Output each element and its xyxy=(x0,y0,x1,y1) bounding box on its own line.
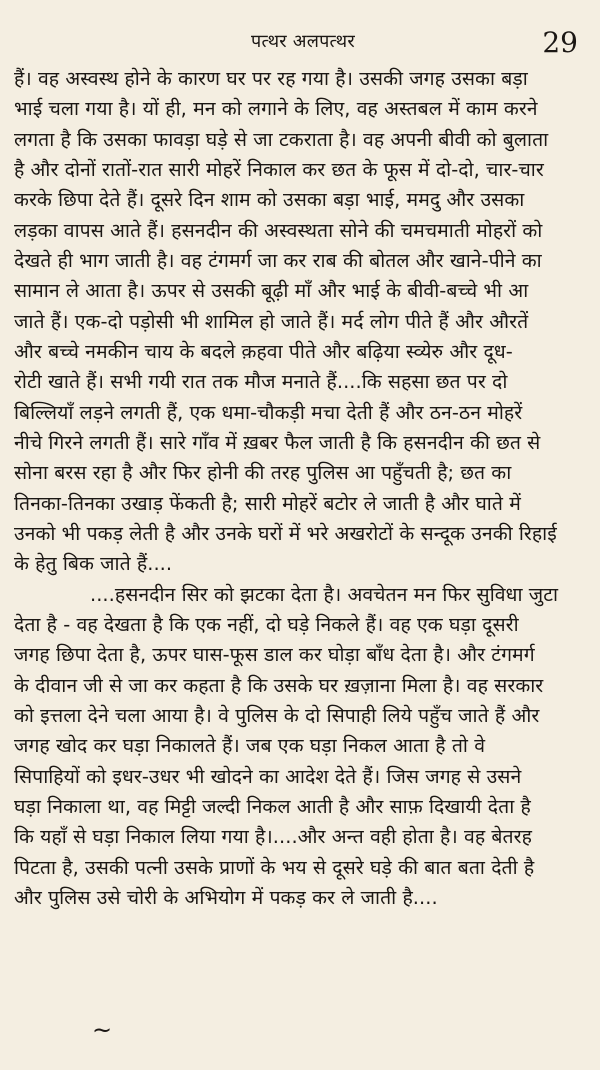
text-line: घड़ा निकाला था, वह मिट्टी जल्दी निकल आती है और साफ़ दिखायी देता है xyxy=(14,794,531,818)
text-line: सोना बरस रहा है और फिर होनी की तरह पुलिस आ पहुँचती है; छत का xyxy=(14,461,512,485)
text-line: देखते ही भाग जाती है। वह टंगमर्ग जा कर राब की बोतल और खाने-पीने का xyxy=(14,248,542,272)
footer-tilde: ~ xyxy=(92,1016,113,1044)
text-line: सामान ले आता है। ऊपर से उसकी बूढ़ी माँ और भाई के बीवी-बच्चे भी आ xyxy=(14,279,529,303)
text-line: जाते हैं। एक-दो पड़ोसी भी शामिल हो जाते हैं। मर्द लोग पीते हैं और औरतें xyxy=(14,309,529,333)
text-line: रोटी खाते हैं। सभी गयी रात तक मौज मनाते हैं....कि सहसा छत पर दो xyxy=(14,370,508,394)
text-line: के दीवान जी से जा कर कहता है कि उसके घर ख़ज़ाना मिला है। वह सरकार xyxy=(14,673,544,697)
text-line: बिल्लियाँ लड़ने लगती हैं, एक धमा-चौकड़ी मचा देती हैं और ठन-ठन मोहरें xyxy=(14,400,523,424)
text-line: हैं। वह अस्वस्थ होने के कारण घर पर रह गया है। उसकी जगह उसका बड़ा xyxy=(14,67,528,90)
text-line: है और दोनों रातों-रात सारी मोहरें निकाल कर छत के फूस में दो-दो, चार-चार xyxy=(14,157,544,181)
page-header xyxy=(14,0,592,64)
text-line: भाई चला गया है। यों ही, मन को लगाने के लिए, वह अस्तबल में काम करने xyxy=(14,97,538,121)
text-line: और बच्चे नमकीन चाय के बदले क़हवा पीते और बढ़िया स्व्येरु और दूध- xyxy=(14,339,513,363)
page-body xyxy=(14,64,592,913)
text-line: लड़का वापस आते हैं। हसनदीन की अस्वस्थता सोने की चमचमाती मोहरों को xyxy=(14,218,543,242)
text-line: लगता है कि उसका फावड़ा घड़े से जा टकराता है। वह अपनी बीवी को बुलाता xyxy=(14,127,549,151)
text-line: जगह खोद कर घड़ा निकालते हैं। जब एक घड़ा निकल आता है तो वे xyxy=(14,734,486,758)
text-line: करके छिपा देते हैं। दूसरे दिन शाम को उसका बड़ा भाई, ममदु और उसका xyxy=(14,188,525,212)
text-line: देता है - वह देखता है कि एक नहीं, दो घड़े निकले हैं। वह एक घड़ा दूसरी xyxy=(14,612,519,636)
text-line: नीचे गिरने लगती हैं। सारे गाँव में ख़बर फैल जाती है कि हसनदीन की छत से xyxy=(14,430,541,454)
text-line: जगह छिपा देता है, ऊपर घास-फूस डाल कर घोड़ा बाँध देता है। और टंगमर्ग xyxy=(14,643,535,667)
page-number: 29 xyxy=(542,26,578,59)
text-line: और पुलिस उसे चोरी के अभियोग में पकड़ कर ले जाती है.... xyxy=(14,885,438,909)
text-line: पिटता है, उसकी पत्नी उसके प्राणों के भय से दूसरे घड़े की बात बता देती है xyxy=(14,855,535,879)
paragraph-first-line: ....हसनदीन सिर को झटका देता है। अवचेतन मन फिर सुविधा जुटा xyxy=(90,582,559,606)
text-line: सिपाहियों को इधर-उधर भी खोदने का आदेश देते हैं। जिस जगह से उसने xyxy=(14,764,522,788)
text-line: को इत्तला देने चला आया है। वे पुलिस के दो सिपाही लिये पहुँच जाते हैं और xyxy=(14,703,540,727)
text-line: तिनका-तिनका उखाड़ फेंकती है; सारी मोहरें बटोर ले जाती है और घाते में xyxy=(14,491,521,515)
text-line: कि यहाँ से घड़ा निकाल लिया गया है।....और अन्त वही होता है। वह बेतरह xyxy=(14,825,532,849)
text-line: उनको भी पकड़ लेती है और उनके घरों में भरे अखरोटों के सन्दूक उनकी रिहाई xyxy=(14,521,557,545)
text-line: के हेतु बिक जाते हैं.... xyxy=(14,552,173,576)
running-title: पत्थर अलपत्थर xyxy=(251,31,355,52)
